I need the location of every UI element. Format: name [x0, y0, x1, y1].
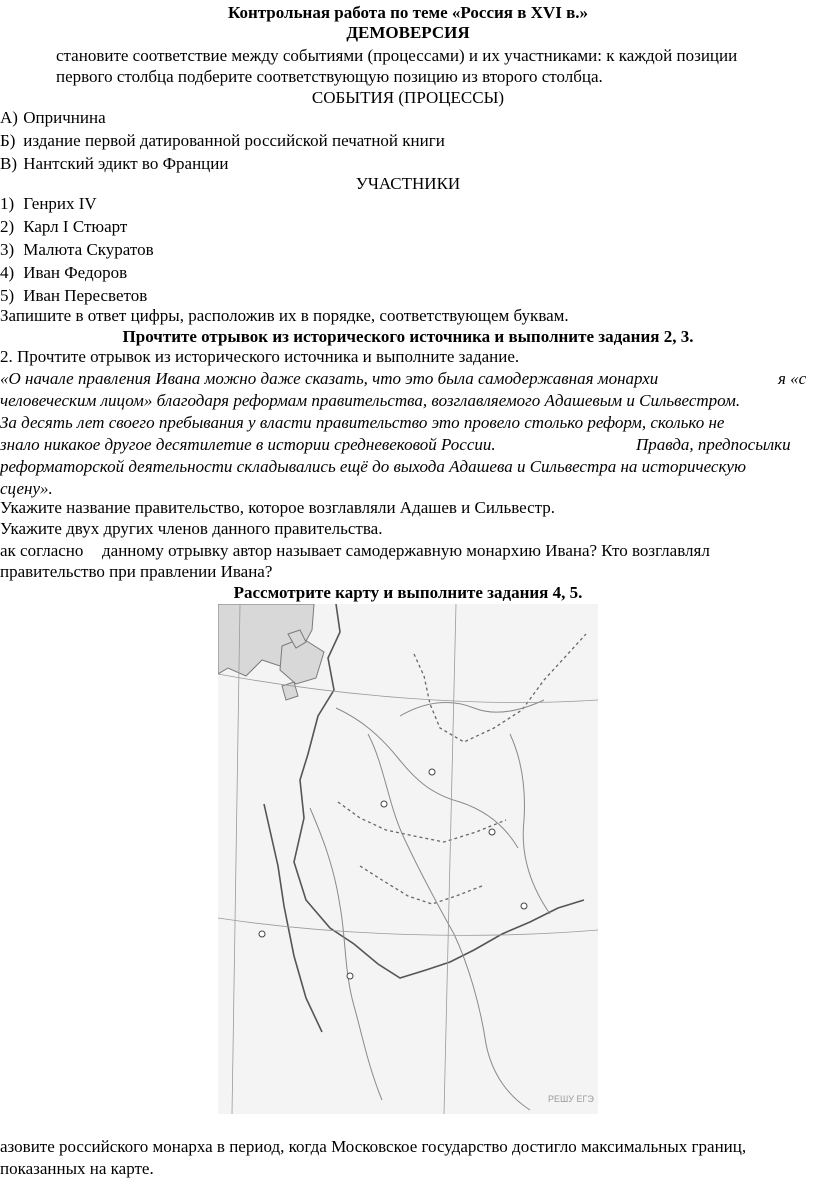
- question-3-line2: правительство при правлении Ивана?: [0, 562, 273, 581]
- answer-note: Запишите в ответ цифры, расположив их в порядке, соответствующем буквам.: [0, 306, 569, 325]
- question-3-start: ак согласно: [0, 541, 84, 560]
- subtitle: ДЕМОВЕРСИЯ: [346, 23, 470, 42]
- participant-number: 4): [0, 263, 15, 282]
- participant-number: 1): [0, 194, 15, 213]
- event-text: Опричнина: [23, 108, 106, 127]
- participant-text: Иван Федоров: [23, 263, 128, 282]
- participant-item: [0, 263, 127, 283]
- event-item: [0, 108, 106, 128]
- quote-line: сцену».: [0, 479, 53, 498]
- event-item: [0, 154, 228, 174]
- event-letter: А): [0, 108, 18, 127]
- participant-number: 5): [0, 286, 15, 305]
- quote-line: знало никакое другое десятилетие в истории средневековой России.: [0, 435, 496, 454]
- city-marker: [347, 973, 353, 979]
- question-1: Укажите название правительство, которое возглавляли Адашев и Сильвестр.: [0, 498, 556, 517]
- event-text: Нантский эдикт во Франции: [23, 154, 229, 173]
- event-item: [0, 131, 445, 151]
- question-2: Укажите двух других членов данного правительства.: [0, 519, 383, 538]
- city-marker: [521, 903, 527, 909]
- events-heading: СОБЫТИЯ (ПРОЦЕССЫ): [311, 88, 505, 107]
- event-letter: Б): [0, 131, 16, 150]
- question-3-rest: данному отрывку автор называет самодержавную монархию Ивана? Кто возглавлял: [102, 541, 710, 560]
- task2-intro: 2. Прочтите отрывок из исторического источника и выполните задание.: [0, 347, 520, 366]
- participant-text: Малюта Скуратов: [23, 240, 154, 259]
- city-marker: [259, 931, 265, 937]
- historical-map: [218, 604, 598, 1114]
- city-marker: [429, 769, 435, 775]
- participant-number: 2): [0, 217, 15, 236]
- event-text: издание первой датированной российской печатной книги: [23, 131, 445, 150]
- participant-number: 3): [0, 240, 15, 259]
- quote-line: Правда, предпосылки: [636, 435, 791, 454]
- participant-text: Иван Пересветов: [23, 286, 148, 305]
- task1-instruction-line1: становите соответствие между событиями (процессами) и их участниками: к каждой позиции: [56, 46, 738, 65]
- participants-heading: УЧАСТНИКИ: [355, 174, 461, 193]
- task1-instruction-line2: первого столбца подберите соответствующую позицию из второго столбца.: [56, 67, 603, 86]
- participant-item: [0, 240, 154, 260]
- map-drawing: [218, 604, 598, 1114]
- title: Контрольная работа по теме «Россия в XVI в.»: [227, 3, 589, 22]
- source-heading: Прочтите отрывок из исторического источника и выполните задания 2, 3.: [122, 327, 694, 346]
- quote-line: реформаторской деятельности складывались ещё до выхода Адашева и Сильвестра на историческую: [0, 457, 746, 476]
- quote-line: человеческим лицом» благодаря реформам правительства, возглавляемого Адашевым и Сильвестром.: [0, 391, 741, 410]
- event-letter: В): [0, 154, 17, 173]
- task4-line1: азовите российского монарха в период, когда Московское государство достигло максимальных границ,: [0, 1137, 747, 1156]
- participant-item: [0, 194, 97, 214]
- quote-line: «О начале правления Ивана можно даже сказать, что это была самодержавная монархи: [0, 369, 659, 388]
- map-background: [218, 604, 598, 1114]
- city-marker: [381, 801, 387, 807]
- participant-item: [0, 286, 147, 306]
- map-watermark: РЕШУ ЕГЭ: [548, 1094, 594, 1104]
- participant-text: Карл I Стюарт: [23, 217, 128, 236]
- participant-text: Генрих IV: [23, 194, 97, 213]
- quote-line: я «с: [778, 369, 807, 388]
- quote-line: За десять лет своего пребывания у власти правительство это провело столько реформ, сколько не: [0, 413, 725, 432]
- map-heading: Рассмотрите карту и выполните задания 4, 5.: [233, 583, 583, 602]
- task4-line2: показанных на карте.: [0, 1159, 154, 1178]
- participant-item: [0, 217, 127, 237]
- city-marker: [489, 829, 495, 835]
